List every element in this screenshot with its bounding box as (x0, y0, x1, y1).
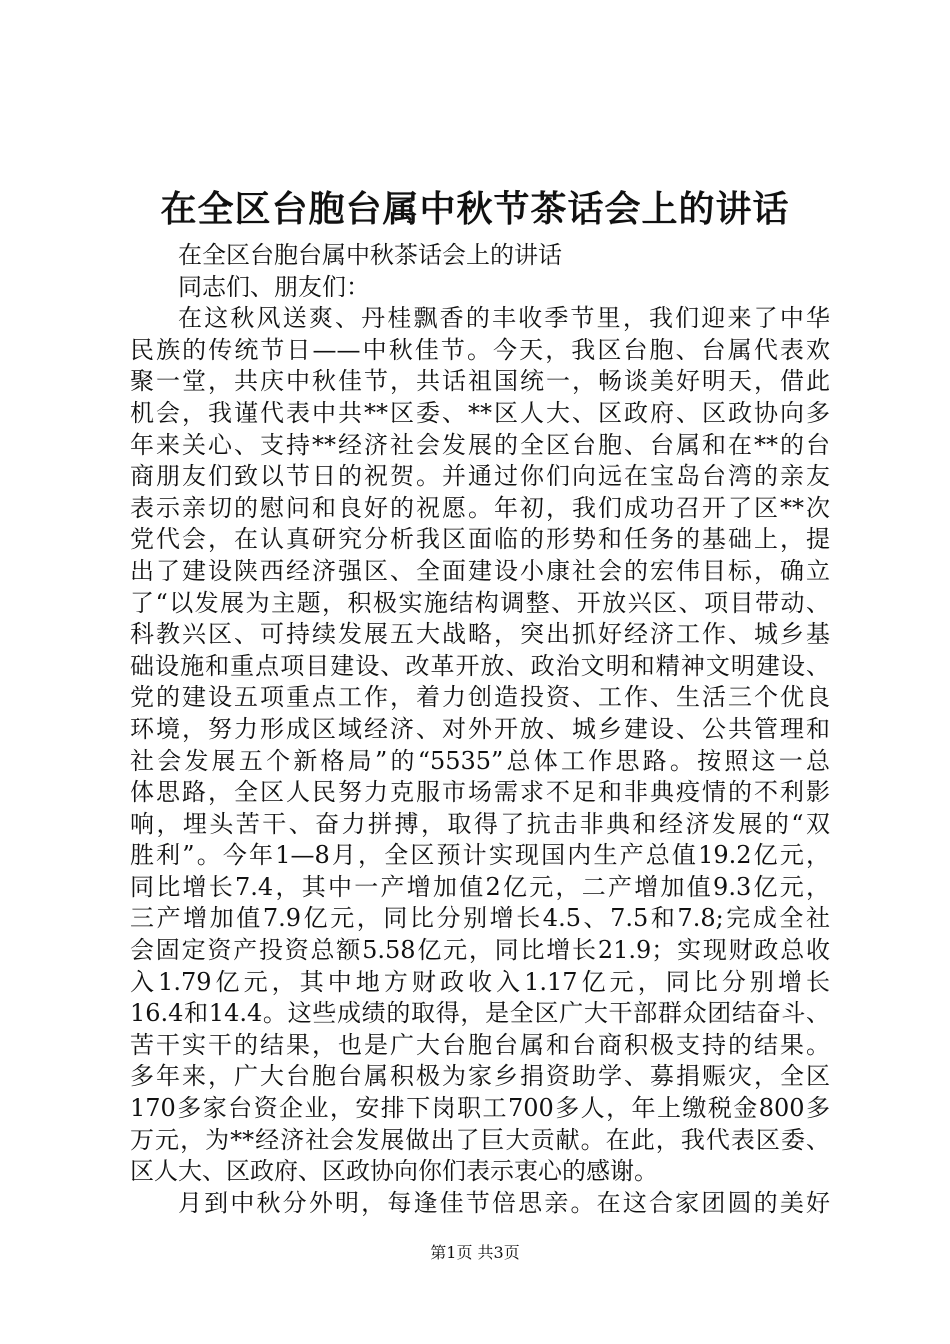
page-footer: 第1页 共3页 (430, 1243, 520, 1262)
text-line: 区人大、区政府、区政协向你们表示衷心的感谢。 (130, 1157, 658, 1186)
text-line: 多年来，广大台胞台属积极为家乡捐资助学、募捐赈灾，全区 (130, 1062, 830, 1091)
text-line: 社会发展五个新格局”的“5535”总体工作思路。按照这一总 (130, 746, 830, 775)
text-line: 170多家台资企业，安排下岗职工700多人，年上缴税金800多 (130, 1094, 830, 1123)
page-title: 在全区台胞台属中秋节茶话会上的讲话 (160, 188, 790, 230)
text-line: 在这秋风送爽、丹桂飘香的丰收季节里，我们迎来了中华 (178, 304, 830, 333)
text-line: 16.4和14.4。这些成绩的取得，是全区广大干部群众团结奋斗、 (130, 999, 830, 1028)
text-line: 同比增长7.4，其中一产增加值2亿元，二产增加值9.3亿元， (130, 872, 830, 901)
text-line: 党的建设五项重点工作，着力创造投资、工作、生活三个优良 (130, 683, 830, 712)
text-line: 苦干实干的结果，也是广大台胞台属和台商积极支持的结果。 (130, 1030, 830, 1059)
text-line: 出了建设陕西经济强区、全面建设小康社会的宏伟目标，确立 (130, 556, 830, 585)
text-line: 商朋友们致以节日的祝贺。并通过你们向远在宝岛台湾的亲友 (130, 462, 830, 491)
text-line: 年来关心、支持**经济社会发展的全区台胞、台属和在**的台 (130, 430, 830, 459)
text-line: 胜利”。今年1—8月，全区预计实现国内生产总值19.2亿元， (130, 841, 830, 870)
text-line: 民族的传统节日——中秋佳节。今天，我区台胞、台属代表欢 (130, 335, 830, 364)
text-line: 环境，努力形成区域经济、对外开放、城乡建设、公共管理和 (130, 714, 830, 743)
text-line: 党代会，在认真研究分析我区面临的形势和任务的基础上，提 (130, 525, 830, 554)
salutation-line: 同志们、朋友们： (178, 272, 370, 301)
text-line: 会固定资产投资总额5.58亿元，同比增长21.9；实现财政总收 (130, 936, 830, 965)
text-line: 础设施和重点项目建设、改革开放、政治文明和精神文明建设、 (130, 651, 830, 680)
text-line: 聚一堂，共庆中秋佳节，共话祖国统一，畅谈美好明天，借此 (130, 367, 830, 396)
speech-body (130, 240, 830, 1219)
text-line: 表示亲切的慰问和良好的祝愿。年初，我们成功召开了区**次 (130, 493, 830, 522)
text-line: 机会，我谨代表中共**区委、**区人大、区政府、区政协向多 (130, 398, 830, 427)
text-line: 万元，为**经济社会发展做出了巨大贡献。在此，我代表区委、 (130, 1125, 830, 1154)
subtitle-line: 在全区台胞台属中秋茶话会上的讲话 (178, 241, 562, 269)
text-line: 三产增加值7.9亿元，同比分别增长4.5、7.5和7.8;完成全社 (130, 904, 830, 933)
text-line: 科教兴区、可持续发展五大战略，突出抓好经济工作、城乡基 (130, 620, 830, 649)
text-line: 体思路，全区人民努力克服市场需求不足和非典疫情的不利影 (130, 778, 830, 807)
text-line: 响，埋头苦干、奋力拼搏，取得了抗击非典和经济发展的“双 (130, 809, 830, 838)
text-line: 月到中秋分外明，每逢佳节倍思亲。在这合家团圆的美好 (178, 1188, 830, 1217)
text-line: 入1.79亿元，其中地方财政收入1.17亿元，同比分别增长 (130, 967, 830, 996)
text-line: 了“以发展为主题，积极实施结构调整、开放兴区、项目带动、 (130, 588, 830, 617)
